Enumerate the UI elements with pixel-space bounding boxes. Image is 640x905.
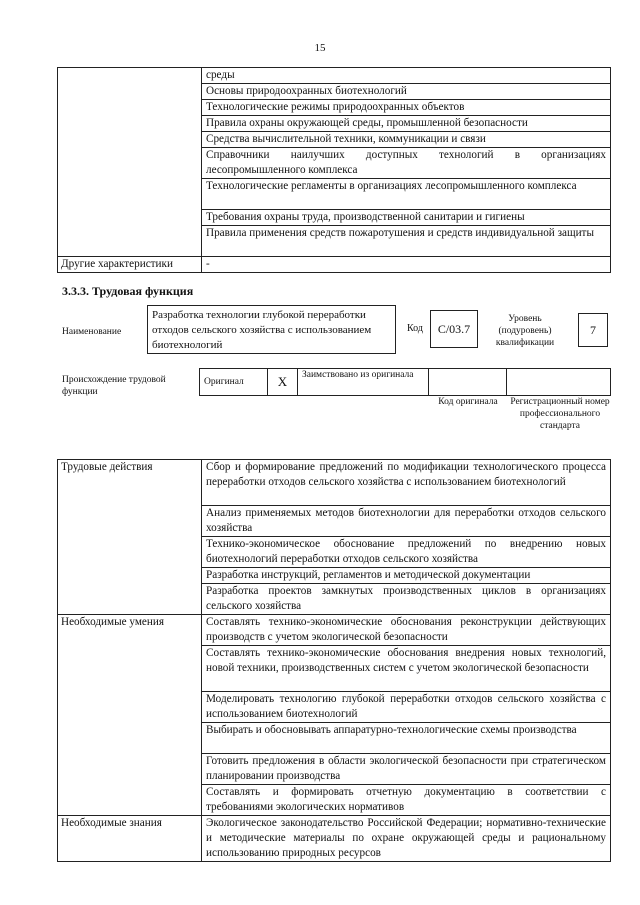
action-item: Анализ применяемых методов биотехнологии для переработки отходов сельского хозяйства bbox=[202, 506, 611, 537]
skill-item: Готовить предложения в области экологической безопасности при стратегическом планировании производства bbox=[202, 754, 611, 785]
knowledge-item: Технологические регламенты в организациях лесопромышленного комплекса bbox=[202, 179, 611, 210]
level-label: Уровень (подуровень) квалификации bbox=[495, 314, 555, 348]
registration-number-cell bbox=[507, 369, 611, 396]
action-item: Разработка инструкций, регламентов и методической документации bbox=[202, 568, 611, 584]
function-name-box bbox=[147, 305, 396, 354]
original-code-caption: Код оригинала bbox=[438, 397, 498, 407]
knowledge-item: Справочники наилучших доступных технологий в организациях лесопромышленного комплекса bbox=[202, 148, 611, 179]
origin-borrowed-label: Заимствовано из оригинала bbox=[298, 369, 429, 396]
table-row bbox=[58, 816, 611, 862]
actions-label: Трудовые действия bbox=[58, 460, 202, 615]
knowledge-continuation-table bbox=[57, 67, 611, 273]
code-value: C/03.7 bbox=[437, 322, 471, 336]
origin-label: Происхождение трудовой функции bbox=[62, 375, 166, 397]
other-characteristics-label: Другие характеристики bbox=[58, 257, 202, 273]
table-row bbox=[58, 615, 611, 646]
skill-item: Составлять технико-экономические обоснования внедрения новых технологий, новой техники, производственных систем с учетом экологической безопасности bbox=[202, 646, 611, 692]
knowledge-item: Основы природоохранных биотехнологий bbox=[202, 84, 611, 100]
level-value: 7 bbox=[590, 323, 596, 337]
section-title: 3.3.3. Трудовая функция bbox=[62, 284, 194, 298]
action-item: Сбор и формирование предложений по модификации технологического процесса переработки отходов сельского хозяйства с использованием биотехнологий bbox=[202, 460, 611, 506]
knowledge-item: Средства вычислительной техники, коммуникации и связи bbox=[202, 132, 611, 148]
skill-item: Составлять технико-экономические обоснования реконструкции действующих производств с учетом экологической безопасности bbox=[202, 615, 611, 646]
action-item: Разработка проектов замкнутых производственных циклов в организациях сельского хозяйства bbox=[202, 584, 611, 615]
table-row bbox=[58, 460, 611, 506]
registration-number-caption: Регистрационный номер профессионального стандарта bbox=[510, 397, 610, 431]
code-box bbox=[430, 310, 478, 348]
knowledge-item: Правила применения средств пожаротушения и средств индивидуальной защиты bbox=[202, 226, 611, 257]
labor-function-table bbox=[57, 459, 611, 862]
original-code-cell bbox=[429, 369, 507, 396]
other-characteristics-value: - bbox=[202, 257, 611, 273]
page-number: 15 bbox=[314, 42, 326, 54]
skill-item: Моделировать технологию глубокой переработки отходов сельского хозяйства с использованием биотехнологий bbox=[202, 692, 611, 723]
skill-item: Составлять и формировать отчетную документацию в соответствии с требованиями экологических нормативов bbox=[202, 785, 611, 816]
knowledge-label: Необходимые знания bbox=[58, 816, 202, 862]
name-label: Наименование bbox=[62, 327, 122, 337]
code-label: Код bbox=[407, 323, 423, 334]
knowledge-item: среды bbox=[202, 68, 611, 84]
origin-mark: X bbox=[268, 369, 298, 396]
origin-original-label: Оригинал bbox=[200, 369, 268, 396]
action-item: Технико-экономическое обоснование предложений по внедрению новых биотехнологий переработки отходов сельского хозяйства bbox=[202, 537, 611, 568]
knowledge-item: Требования охраны труда, производственной санитарии и гигиены bbox=[202, 210, 611, 226]
empty-label-cell bbox=[58, 68, 202, 257]
origin-table bbox=[199, 368, 611, 396]
knowledge-item: Технологические режимы природоохранных объектов bbox=[202, 100, 611, 116]
knowledge-item: Правила охраны окружающей среды, промышленной безопасности bbox=[202, 116, 611, 132]
table-row bbox=[58, 68, 611, 84]
skills-label: Необходимые умения bbox=[58, 615, 202, 816]
skill-item: Выбирать и обосновывать аппаратурно-технологические схемы производства bbox=[202, 723, 611, 754]
function-name: Разработка технологии глубокой переработки отходов сельского хозяйства с использованием биотехнологий bbox=[152, 309, 372, 351]
level-box bbox=[578, 313, 608, 347]
table-row bbox=[200, 369, 611, 396]
table-row bbox=[58, 257, 611, 273]
knowledge-item: Экологическое законодательство Российской Федерации; нормативно-технические и методические материалы по охране окружающей среды и рациональному использованию природных ресурсов bbox=[202, 816, 611, 862]
